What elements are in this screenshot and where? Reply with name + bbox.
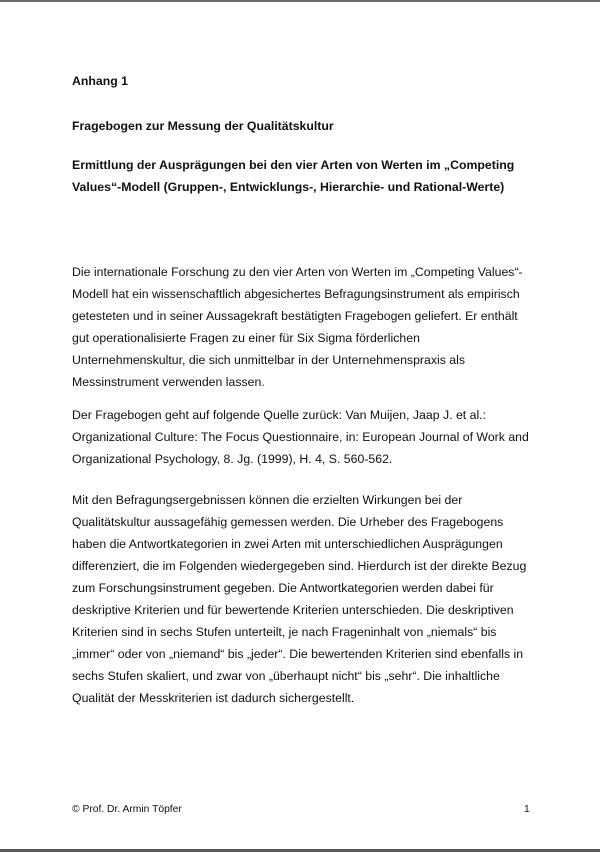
subtitle-line: Values“-Modell (Gruppen-, Entwicklungs-, Hierarchie- und Rational-Werte) (72, 180, 505, 194)
text-line: Qualitätskultur aussagefähig gemessen werden. Die Urheber des Fragebogens (72, 515, 504, 529)
text-line: Mit den Befragungsergebnissen können die erzielten Wirkungen bei der (72, 493, 463, 507)
subtitle-line: Ermittlung der Ausprägungen bei den vier Arten von Werten im „Competing (72, 158, 515, 172)
text-line: Organizational Psychology, 8. Jg. (1999), H. 4, S. 560-562. (72, 452, 393, 466)
text-line: Messinstrument verwenden lassen. (72, 375, 265, 389)
text-line: Modell hat ein wissenschaftlich abgesichertes Befragungsinstrument als empirisch (72, 287, 520, 301)
text-line: Organizational Culture: The Focus Questionnaire, in: European Journal of Work and (72, 430, 529, 444)
text-line: getesteten und in seiner Aussagekraft bestätigten Fragebogen geliefert. Er enthält (72, 309, 518, 323)
text-line: Kriterien sind in sechs Stufen unterteilt, je nach Frageninhalt von „niemals“ bis (72, 625, 497, 639)
paragraph-intro (72, 261, 542, 393)
text-line: Die internationale Forschung zu den vier Arten von Werten im „Competing Values“- (72, 265, 523, 279)
text-line: Der Fragebogen geht auf folgende Quelle zurück: Van Muijen, Jaap J. et al.: (72, 408, 487, 422)
text-line: Qualität der Messkriterien ist dadurch sichergestellt. (72, 691, 355, 705)
footer-page-number: 1 (524, 804, 530, 815)
text-line: differenziert, die im Folgenden wiedergegeben sind. Hierdurch ist der direkte Bezug (72, 559, 527, 573)
text-line: deskriptive Kriterien und für bewertende Kriterien unterschieden. Die deskriptiven (72, 603, 514, 617)
paragraph-source (72, 404, 542, 470)
document-title: Fragebogen zur Messung der Qualitätskultur (72, 119, 334, 133)
text-line: sechs Stufen skaliert, und zwar von „überhaupt nicht“ bis „sehr“. Die inhaltliche (72, 669, 500, 683)
text-line: Unternehmenskultur, die sich unmittelbar in der Unternehmenspraxis als (72, 353, 466, 367)
footer-copyright: © Prof. Dr. Armin Töpfer (72, 804, 182, 815)
text-line: zum Forschungsinstrument gegeben. Die Antwortkategorien werden dabei für (72, 581, 494, 595)
text-line: „immer“ oder von „niemand“ bis „jeder“. Die bewertenden Kriterien sind ebenfalls in (72, 647, 524, 661)
text-line: haben die Antwortkategorien in zwei Arten mit unterschiedlichen Ausprägungen (72, 537, 503, 551)
paragraph-method (72, 489, 542, 709)
appendix-label: Anhang 1 (72, 74, 129, 88)
document-subtitle (72, 154, 514, 198)
text-line: gut operationalisierte Fragen zu einer für Six Sigma förderlichen (72, 331, 420, 345)
